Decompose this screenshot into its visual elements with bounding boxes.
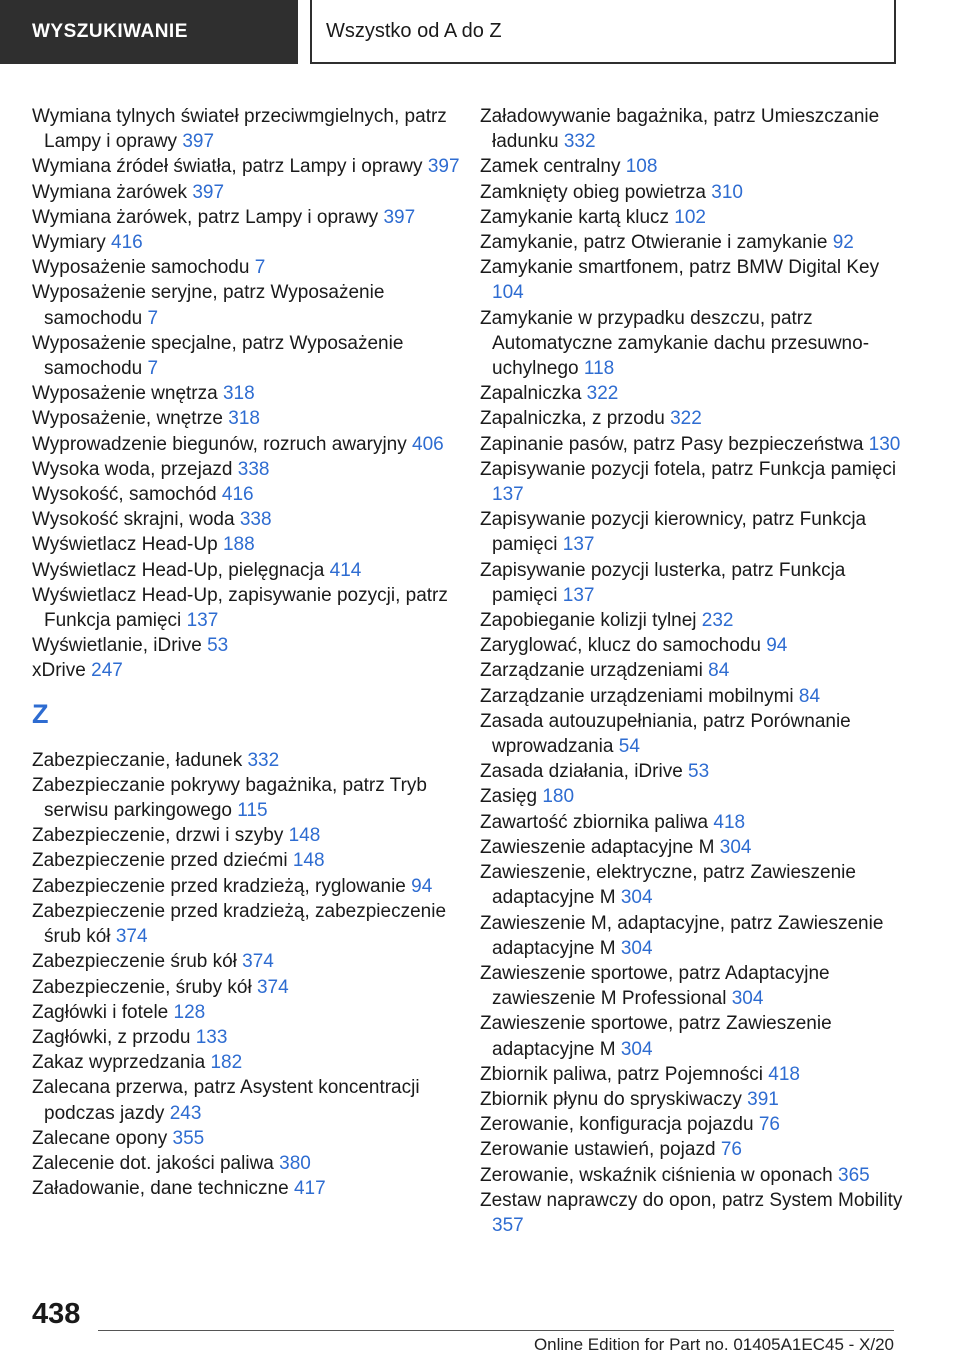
index-entry-text: Zapalniczka: [480, 383, 582, 405]
index-entry-text: Zapisywanie pozycji fotela, patrz Funkcja pamięci: [480, 458, 897, 480]
index-page-link[interactable]: 304: [620, 937, 653, 959]
index-entry: [32, 532, 462, 557]
index-entry: [480, 860, 910, 910]
index-entry-text: Wyświetlanie, iDrive: [32, 635, 202, 657]
index-entry: [32, 482, 462, 507]
index-page-link[interactable]: 418: [713, 811, 746, 833]
index-entry-text: Zabezpieczanie pokrywy bagażnika, patrz Tryb serwisu parkingowego: [32, 774, 427, 822]
index-page-link[interactable]: 94: [411, 875, 433, 897]
index-page-link[interactable]: 304: [731, 988, 764, 1010]
index-entry-text: Zawieszenie, elektryczne, patrz Zawieszenie adaptacyjne M: [480, 862, 856, 909]
index-entry-text: Wymiary: [32, 232, 106, 254]
index-entry: [32, 381, 462, 406]
index-entry-text: Wymiana żarówek: [32, 181, 188, 203]
index-page-link[interactable]: 84: [708, 660, 730, 682]
index-entry: [32, 874, 462, 899]
index-entry: [480, 1087, 910, 1112]
index-entry: [480, 784, 910, 809]
index-entry: [32, 848, 462, 873]
index-page-link[interactable]: 92: [832, 232, 854, 254]
index-entry: [32, 1126, 462, 1151]
index-page-link[interactable]: 232: [701, 610, 734, 632]
index-entry: [480, 432, 910, 457]
index-entry-text: Zabezpieczenie przed dziećmi: [32, 850, 288, 872]
index-page-link[interactable]: 332: [563, 131, 596, 153]
index-page-link[interactable]: 418: [768, 1063, 800, 1085]
index-entry-text: Zbiornik płynu do spryskiwaczy: [480, 1088, 742, 1110]
index-page-link[interactable]: 374: [256, 976, 289, 998]
index-entry: [480, 457, 910, 507]
index-entry-text: Zamknięty obieg powietrza: [480, 181, 706, 203]
index-entry-text: Wyposażenie samochodu: [32, 257, 250, 279]
index-entry-text: Wymiana tylnych świateł przeciwmgielnych, patrz Lampy i oprawy: [32, 106, 447, 153]
index-entry: [32, 823, 462, 848]
index-page-link[interactable]: 76: [758, 1114, 780, 1136]
index-entry: [480, 658, 910, 683]
index-entry: [32, 899, 462, 949]
index-entry-text: Zerowanie, wskaźnik ciśnienia w oponach: [480, 1164, 833, 1186]
index-entry-text: Zawieszenie sportowe, patrz Adaptacyjne zawieszenie M Professional: [480, 962, 830, 1010]
footer-divider: [98, 1330, 894, 1331]
index-entry-text: Zagłówki i fotele: [32, 1001, 169, 1023]
index-entry-text: Zawieszenie M, adaptacyjne, patrz Zawieszenie adaptacyjne M: [480, 912, 884, 959]
index-page-link[interactable]: 53: [688, 761, 710, 783]
index-entry: [480, 608, 910, 633]
index-entry: [480, 507, 910, 557]
index-page-link[interactable]: 365: [838, 1164, 870, 1186]
index-entry-text: Wymiana żarówek, patrz Lampy i oprawy: [32, 206, 379, 228]
index-page-link[interactable]: 310: [711, 181, 743, 203]
index-entry-text: Zalecenie dot. jakości paliwa: [32, 1152, 274, 1174]
index-page-link[interactable]: 406: [412, 433, 444, 455]
index-page-link[interactable]: 243: [169, 1102, 202, 1124]
index-entry: [480, 1011, 910, 1061]
index-entry-text: Zabezpieczenie, drzwi i szyby: [32, 825, 284, 847]
index-page-link[interactable]: 332: [247, 749, 280, 771]
index-entry-text: Zasada autouzupełniania, patrz Porównanie wprowadzania: [480, 710, 851, 758]
index-entry-text: Wyposażenie, wnętrze: [32, 408, 223, 430]
index-page-link[interactable]: 417: [293, 1178, 326, 1200]
index-entry: [32, 1151, 462, 1176]
index-entry: [32, 154, 462, 179]
index-page-link[interactable]: 7: [147, 307, 159, 329]
index-page-link[interactable]: 84: [798, 685, 821, 707]
index-entry-text: Zawieszenie sportowe, patrz Zawieszenie adaptacyjne M: [480, 1013, 832, 1060]
index-entry-text: Wysokość skrajni, woda: [32, 509, 235, 531]
index-entry-text: Wymiana źródeł światła, patrz Lampy i oprawy: [32, 156, 423, 178]
index-page-link[interactable]: 397: [182, 131, 215, 153]
index-page-link[interactable]: 416: [111, 232, 143, 254]
index-entry-text: Wyposażenie wnętrza: [32, 383, 218, 405]
index-entry-text: Zapinanie pasów, patrz Pasy bezpieczeństwa: [480, 433, 864, 455]
index-entry-text: Zawieszenie adaptacyjne M: [480, 836, 715, 858]
index-letter-heading: Z: [32, 698, 49, 729]
index-entry-text: Wyświetlacz Head-Up, pielęgnacja: [32, 559, 325, 581]
index-entry: [480, 911, 910, 961]
index-entry-text: Zamykanie kartą klucz: [480, 206, 670, 228]
index-entry: [32, 432, 462, 457]
index-entry-text: Wyprowadzenie biegunów, rozruch awaryjny: [32, 433, 407, 455]
index-entry: [32, 658, 462, 683]
index-page-link[interactable]: 322: [586, 383, 619, 405]
index-page-link[interactable]: 374: [242, 951, 274, 973]
index-page-link[interactable]: 355: [172, 1127, 205, 1149]
index-entry-text: Załadowanie, dane techniczne: [32, 1178, 289, 1200]
index-entry-text: Zabezpieczenie przed kradzieżą, zabezpieczenie śrub kół: [32, 900, 447, 948]
index-entry-text: Zabezpieczanie, ładunek: [32, 749, 243, 771]
index-entry-text: Zamykanie w przypadku deszczu, patrz Automatyczne zamykanie dachu przesuwno-uchylnego: [480, 307, 870, 380]
index-entry-text: Zasada działania, iDrive: [480, 761, 683, 783]
index-entry-text: Zaryglować, klucz do samochodu: [480, 635, 761, 657]
index-entry: [480, 306, 910, 382]
index-entry: [480, 154, 910, 179]
subsection-tab-label: Wszystko od A do Z: [326, 19, 502, 42]
index-page-link[interactable]: 391: [747, 1088, 779, 1110]
index-entry: [480, 961, 910, 1011]
index-entry: [480, 1137, 910, 1162]
subsection-tab[interactable]: [310, 0, 896, 64]
index-entry: [32, 975, 462, 1000]
index-page-link[interactable]: 118: [583, 358, 615, 380]
index-page-link[interactable]: 104: [492, 282, 524, 304]
index-entry: [32, 1075, 462, 1125]
index-entry-text: Zalecana przerwa, patrz Asystent koncentracji podczas jazdy: [32, 1077, 420, 1124]
index-page-link[interactable]: 397: [192, 181, 225, 203]
index-page-link[interactable]: 304: [620, 887, 653, 909]
index-page-link[interactable]: 148: [292, 850, 325, 872]
index-entry-text: Zerowanie, konfiguracja pojazdu: [480, 1114, 754, 1136]
index-entry: [480, 1163, 910, 1188]
index-page-link[interactable]: 180: [542, 786, 575, 808]
index-page-link[interactable]: 318: [228, 408, 260, 430]
index-page-link[interactable]: 247: [91, 660, 123, 682]
index-entry-text: Zarządzanie urządzeniami: [480, 660, 703, 682]
index-page-link[interactable]: 397: [383, 206, 416, 228]
index-entry: [32, 104, 462, 154]
index-entry: [32, 1050, 462, 1075]
index-page-link[interactable]: 338: [239, 509, 272, 531]
index-entry: [480, 835, 910, 860]
index-entry-text: Zagłówki, z przodu: [32, 1026, 191, 1048]
index-entry: [32, 949, 462, 974]
index-page-link[interactable]: 7: [254, 257, 266, 279]
index-entry-text: Zalecane opony: [32, 1127, 168, 1149]
index-entry-text: Zestaw naprawczy do opon, patrz System Mobility: [480, 1189, 903, 1211]
index-column-left: [32, 104, 462, 1201]
index-entry-text: Zbiornik paliwa, patrz Pojemności: [480, 1063, 764, 1085]
index-page-link[interactable]: 53: [207, 635, 229, 657]
index-entry: [32, 773, 462, 823]
index-entry-text: Zapisywanie pozycji lusterka, patrz Funkcja pamięci: [480, 559, 846, 606]
index-page-link[interactable]: 137: [186, 610, 219, 632]
index-entry: [32, 230, 462, 255]
index-entry-text: xDrive: [32, 660, 86, 682]
index-entry-text: Zakaz wyprzedzania: [32, 1052, 206, 1074]
index-page-link[interactable]: 380: [279, 1152, 311, 1174]
index-entry-text: Zamykanie, patrz Otwieranie i zamykanie: [480, 232, 828, 254]
index-entry-text: Wyposażenie specjalne, patrz Wyposażenie samochodu: [32, 332, 404, 380]
section-tab-label: WYSZUKIWANIE: [32, 21, 188, 42]
index-entry: [32, 1025, 462, 1050]
index-entry: [480, 180, 910, 205]
index-entry-text: Zapisywanie pozycji kierownicy, patrz Funkcja pamięci: [480, 509, 867, 556]
index-entry: [32, 507, 462, 532]
index-entry: [480, 810, 910, 835]
index-page-link[interactable]: 397: [427, 156, 460, 178]
index-entry-text: Wysoka woda, przejazd: [32, 458, 233, 480]
index-page-link[interactable]: 188: [222, 534, 255, 556]
index-entry-text: Zawartość zbiornika paliwa: [480, 811, 709, 833]
index-entry-text: Zerowanie ustawień, pojazd: [480, 1139, 716, 1161]
index-page-link[interactable]: 414: [329, 559, 362, 581]
index-entry: [480, 1062, 910, 1087]
index-page-link[interactable]: 108: [625, 156, 658, 178]
index-page-link[interactable]: 304: [719, 836, 752, 858]
index-page-link[interactable]: 102: [674, 206, 706, 228]
index-entry-text: Zarządzanie urządzeniami mobilnymi: [480, 685, 794, 707]
index-page-link[interactable]: 133: [195, 1026, 228, 1048]
index-page-link[interactable]: 137: [562, 534, 595, 556]
index-page-link[interactable]: 115: [237, 800, 268, 822]
page-number: 438: [32, 1298, 81, 1330]
index-entry: [480, 1188, 910, 1238]
index-column-right: [480, 104, 910, 1238]
index-entry: [480, 104, 910, 154]
index-entry: [480, 230, 910, 255]
index-entry-text: Zabezpieczenie, śruby kół: [32, 976, 252, 998]
index-entry: [32, 583, 462, 633]
index-entry: [480, 759, 910, 784]
index-entry: [480, 381, 910, 406]
index-page-link[interactable]: 130: [868, 433, 901, 455]
index-page-link[interactable]: 54: [618, 736, 640, 758]
index-page-link[interactable]: 182: [210, 1052, 243, 1074]
index-page-link[interactable]: 322: [670, 408, 702, 430]
index-entry-text: Zamek centralny: [480, 156, 621, 178]
index-entry: [480, 633, 910, 658]
index-page-link[interactable]: 137: [492, 484, 524, 506]
index-entry: [32, 180, 462, 205]
index-page-link[interactable]: 148: [288, 825, 321, 847]
index-page-link[interactable]: 318: [222, 383, 255, 405]
index-entry: [480, 205, 910, 230]
index-entry-text: Zasięg: [480, 786, 538, 808]
index-page-link[interactable]: 374: [115, 926, 148, 948]
index-entry: [32, 457, 462, 482]
index-entry: [480, 684, 910, 709]
index-entry-text: Zapobieganie kolizji tylnej: [480, 610, 697, 632]
index-page-link[interactable]: 304: [620, 1038, 653, 1060]
index-entry-text: Zabezpieczenie śrub kół: [32, 951, 237, 973]
index-entry-text: Wyświetlacz Head-Up: [32, 534, 218, 556]
section-tab[interactable]: [0, 0, 298, 64]
footer-edition: Online Edition for Part no. 01405A1EC45 - X/20: [533, 1335, 894, 1354]
index-entry-text: Załadowywanie bagażnika, patrz Umieszczanie ładunku: [480, 106, 880, 153]
index-entry-text: Wyposażenie seryjne, patrz Wyposażenie samochodu: [32, 282, 385, 329]
index-entry: [480, 406, 910, 431]
index-entry: [480, 558, 910, 608]
index-entry: [480, 255, 910, 305]
index-entry: [32, 1176, 462, 1201]
index-page-link[interactable]: 338: [237, 458, 270, 480]
index-entry: [32, 748, 462, 773]
index-entry: [480, 1112, 910, 1137]
index-entry: [32, 205, 462, 230]
index-page-link[interactable]: 94: [766, 635, 788, 657]
index-entry: [32, 558, 462, 583]
index-entry: [32, 280, 462, 330]
index-entry: [32, 331, 462, 381]
index-page-link[interactable]: 128: [173, 1001, 206, 1023]
index-page-link[interactable]: 357: [492, 1214, 524, 1236]
index-entry-text: Zapalniczka, z przodu: [480, 408, 665, 430]
header-bar: [0, 0, 960, 66]
index-page-link[interactable]: 7: [147, 358, 159, 380]
index-page-link[interactable]: 137: [562, 584, 595, 606]
index-entry: [32, 255, 462, 280]
index-page-link[interactable]: 416: [221, 484, 254, 506]
index-entry-text: Wysokość, samochód: [32, 484, 217, 506]
index-entry: [480, 709, 910, 759]
index-entry: [32, 1000, 462, 1025]
index-entry-text: Zabezpieczenie przed kradzieżą, ryglowanie: [32, 875, 406, 897]
index-page-link[interactable]: 76: [720, 1139, 742, 1161]
index-entry-text: Zamykanie smartfonem, patrz BMW Digital Key: [480, 257, 880, 279]
index-entry: [32, 633, 462, 658]
index-entry-text: Wyświetlacz Head-Up, zapisywanie pozycji, patrz Funkcja pamięci: [32, 584, 448, 632]
index-entry: [32, 406, 462, 431]
